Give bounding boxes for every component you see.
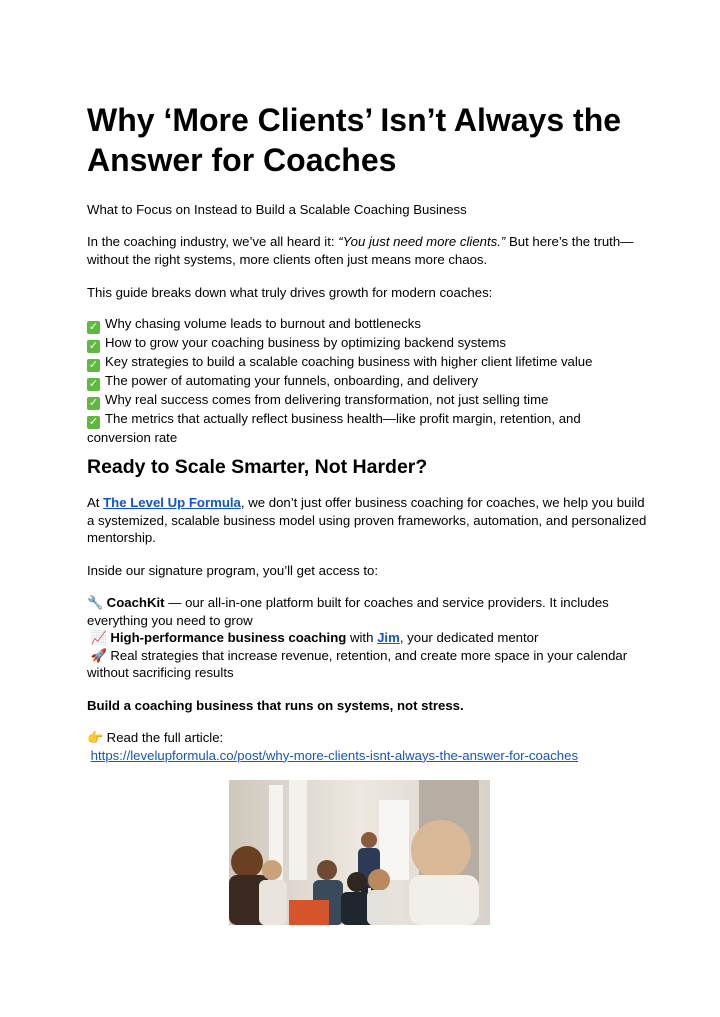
pointing-hand-icon: 👉: [87, 730, 104, 745]
features-list: [87, 594, 647, 682]
check-icon: ✓: [88, 378, 99, 390]
list-item: ✓ Why real success comes from delivering transformation, not just selling time: [88, 392, 549, 409]
read-more-label: Read the full article:: [106, 730, 224, 745]
article-url-link[interactable]: https://levelupformula.co/post/why-more-clients-isnt-always-the-answer-for-coaches: [90, 747, 579, 763]
section-heading: Ready to Scale Smarter, Not Harder?: [87, 456, 428, 478]
check-icon: ✓: [88, 397, 99, 409]
feature-coaching: 📈 High-performance business coaching with Jim, your dedicated mentor: [90, 630, 539, 645]
chart-up-icon: 📈: [90, 630, 108, 645]
list-item: ✓ Why chasing volume leads to burnout and bottlenecks: [88, 316, 421, 333]
intro-paragraph: [87, 233, 647, 268]
page-title: Why ‘More Clients’ Isn’t Always the Answer for Coaches: [87, 102, 622, 178]
seminar-illustration: [229, 780, 490, 925]
check-icon: ✓: [88, 340, 99, 352]
about-paragraph: At The Level Up Formula, we don’t just offer business coaching for coaches, we help you build a systemized, scalable business model using proven frameworks, automation, and personalized mentorship.: [87, 495, 647, 545]
intro-quote: “You just need more clients.”: [338, 234, 506, 249]
coaching-seminar-photo: [229, 780, 490, 925]
checklist: [87, 315, 647, 447]
wrench-icon: 🔧: [87, 595, 104, 610]
list-item: ✓ The power of automating your funnels, onboarding, and delivery: [88, 373, 479, 390]
check-icon: ✓: [88, 416, 99, 428]
list-item: ✓ The metrics that actually reflect business health—like profit margin, retention, and conversion rate: [87, 411, 581, 445]
intro-rest: But here’s the truth—without the right systems, more clients often just means more chaos.: [87, 234, 634, 267]
access-intro: Inside our signature program, you’ll get access to:: [87, 563, 379, 578]
list-item: ✓ Key strategies to build a scalable coaching business with higher client lifetime value: [88, 354, 593, 371]
check-icon: ✓: [88, 321, 99, 333]
check-icon: ✓: [88, 359, 99, 371]
level-up-formula-link[interactable]: The Level Up Formula: [103, 495, 241, 510]
tagline: Build a coaching business that runs on systems, not stress.: [87, 698, 464, 713]
jim-mentor-link[interactable]: Jim: [377, 630, 400, 645]
feature-strategies: 🚀 Real strategies that increase revenue, retention, and create more space in your calendar without sacrificing results: [87, 647, 628, 680]
guide-intro: This guide breaks down what truly drives growth for modern coaches:: [87, 285, 493, 300]
rocket-icon: 🚀: [90, 647, 108, 663]
list-item: ✓ How to grow your coaching business by optimizing backend systems: [88, 335, 506, 352]
read-more: [87, 729, 647, 764]
feature-coachkit: 🔧 CoachKit — our all-in-one platform built for coaches and service providers. It includes everything you need to grow: [87, 595, 609, 628]
subtitle: What to Focus on Instead to Build a Scalable Coaching Business: [87, 202, 467, 217]
intro-lead: In the coaching industry, we’ve all heard it:: [87, 234, 339, 249]
